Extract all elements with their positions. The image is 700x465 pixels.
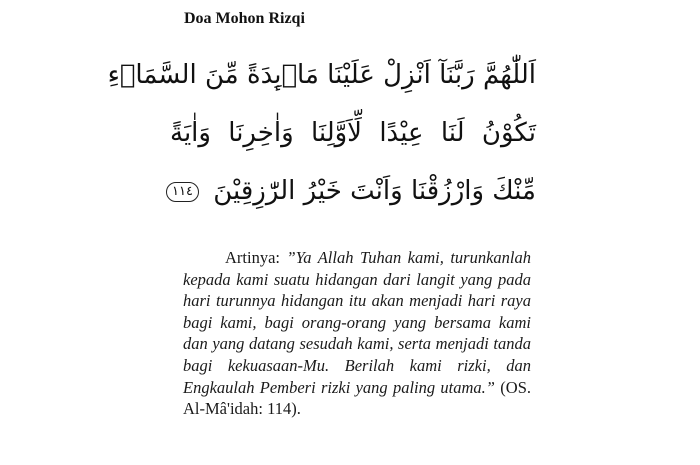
verse-reference: (OS. Al-Mâ'idah: 114).	[183, 377, 531, 419]
translation-label: Artinya:	[225, 248, 280, 267]
arabic-line-3-text: مِّنْكَ وَارْزُقْنَا وَاَنْتَ خَيْرُ الرّٰزِقِيْنَ	[213, 176, 536, 206]
page-title: Doa Mohon Rizqi	[184, 10, 305, 27]
arabic-line-2: تَكُوْنُ لَنَا عِيْدًا لِّاَوَّلِنَا وَاٰخِرِنَا وَاٰيَةً	[170, 118, 536, 148]
ayah-number-marker: ١١٤	[166, 182, 199, 202]
arabic-line-3	[170, 162, 536, 220]
translation-paragraph	[183, 247, 531, 420]
arabic-line-1: اَللّٰهُمَّ رَبَّنَآ اَنْزِلْ عَلَيْنَا مَاۤىِٕدَةً مِّنَ السَّمَاۤءِ	[107, 60, 536, 90]
arabic-prayer-text	[107, 46, 536, 220]
translation-text: ”Ya Allah Tuhan kami, turunkanlah kepada kami suatu hidangan dari langit yang pada hari turunnya hidangan itu akan menjadi hari raya bagi kami, bagi orang-orang yang bersama kami dan yang datang sesudah kami, serta menjadi tanda bagi kekuasaan-Mu. Berilah kami rizki, dan Engkaulah Pemberi rizki yang paling utama.”	[183, 248, 531, 397]
